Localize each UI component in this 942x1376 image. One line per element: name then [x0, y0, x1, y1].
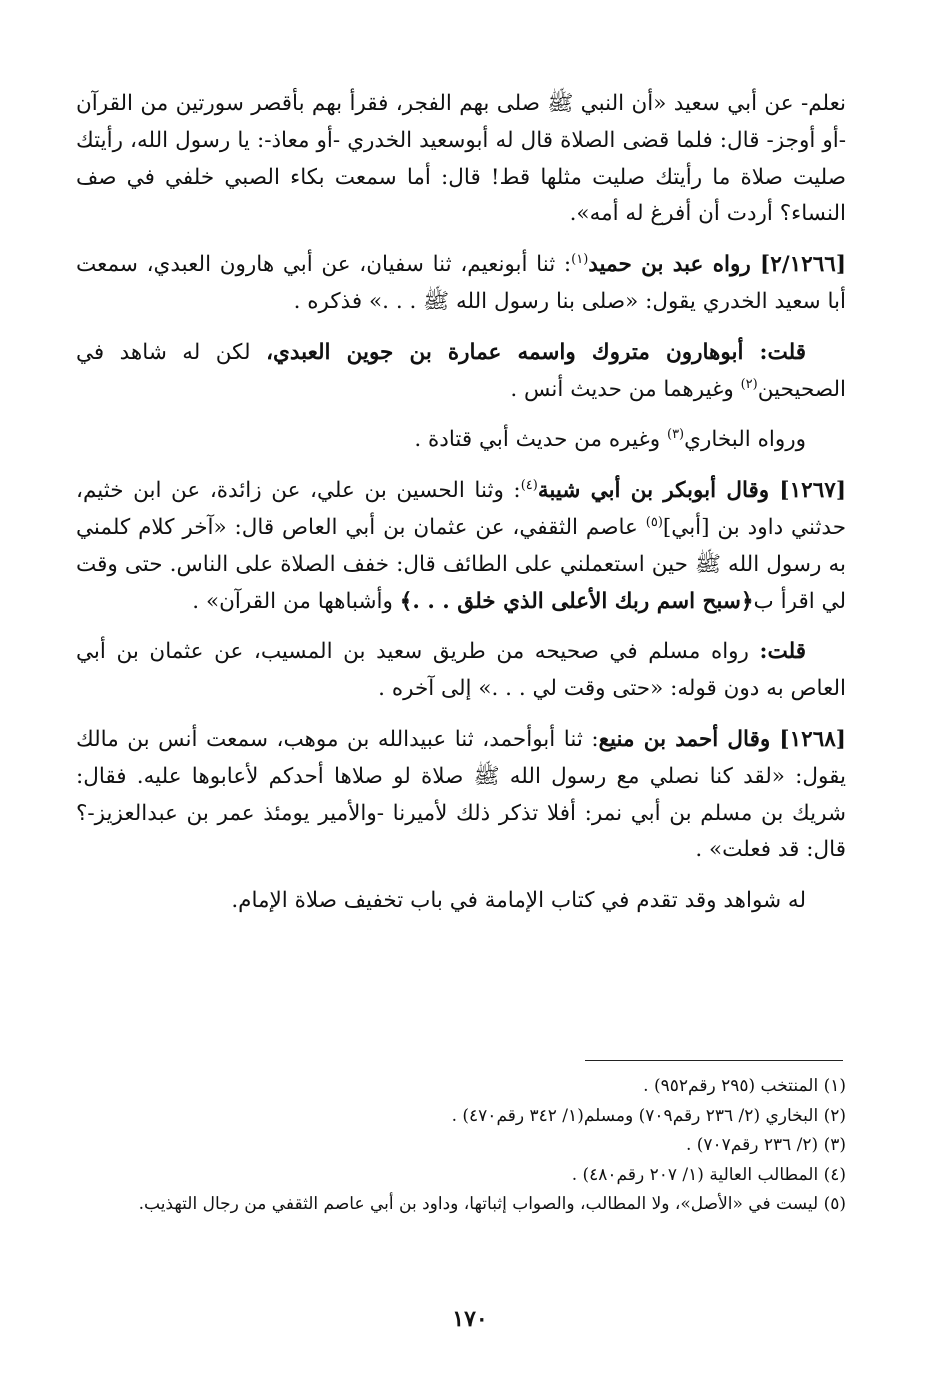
- footnote-4: (٤) المطالب العالية (١/ ٢٠٧ رقم٤٨٠) .: [571, 1164, 846, 1185]
- hadith-1267: [76, 473, 846, 620]
- comment-1-label: قلت: أبوهارون متروك واسمه عمارة بن جوين العبدي،: [266, 339, 807, 365]
- page-number: ١٧٠: [452, 1306, 488, 1332]
- comment-1-text-b: وغيرهما من حديث أنس .: [510, 376, 741, 402]
- footnote-ref-3: (٣): [666, 427, 685, 443]
- comment-2-text-b: وغيره من حديث أبي قتادة .: [414, 427, 667, 453]
- comment-1: [76, 335, 846, 409]
- footnote-3: (٣) (٢/ ٢٣٦ رقم٧٠٧) .: [685, 1135, 846, 1155]
- hadith-1267-text-c: وأشباهها من القرآن» .: [192, 588, 400, 614]
- hadith-1267-text-a: : وثنا الحسين بن علي، عن زائدة، عن ابن خثيم، حدثني داود بن [أبي]: [76, 478, 847, 540]
- paragraph-1: [76, 86, 846, 233]
- closing-text: له شواهد وقد تقدم في كتاب الإمامة في باب تخفيف صلاة الإمام.: [231, 888, 806, 914]
- main-text: [76, 86, 846, 934]
- hadith-1267-label: [١٢٦٧] وقال أبوبكر بن أبي شيبة: [537, 478, 846, 504]
- footnote-ref-1: (١): [571, 252, 589, 268]
- hadith-1266-text: : ثنا أبونعيم، ثنا سفيان، عن أبي هارون العبدي، سمعت أبا سعيد الخدري يقول: «صلى بنا رسول الله ﷺ . . .» فذكره .: [76, 252, 846, 314]
- hadith-1268-label: [١٢٦٨] وقال أحمد بن منيع: [598, 726, 846, 752]
- footnote-5: (٥) ليست في «الأصل»، ولا المطالب، والصواب إثباتها، وداود بن أبي عاصم الثقفي من رجال التهذيب.: [138, 1194, 846, 1214]
- comment-3-text: رواه مسلم في صحيحه من طريق سعيد بن المسيب، عن عثمان بن أبي العاص به دون قوله: «حتى وقت لي . . .» إلى آخره .: [76, 639, 846, 702]
- comment-2: [76, 422, 846, 459]
- footnotes: [76, 1072, 846, 1220]
- paragraph-1-text: نعلم- عن أبي سعيد «أن النبي ﷺ صلى بهم الفجر، فقرأ بهم بأقصر سورتين من القرآن -أو أوجز- قال: فلما قضى الصلاة قال له أبوسعيد الخدري -أو معاذ-: يا رسول الله، رأيتك صليت صلاة ما رأيتك صليت مثلها قط! قال: أما سمعت بكاء الصبي خلفي في صف النساء؟ أردت أن أفرغ له أمه».: [76, 91, 846, 227]
- comment-2-text-a: ورواه البخاري: [684, 427, 806, 453]
- hadith-1266-label: [٢/١٢٦٦] رواه عبد بن حميد: [588, 252, 846, 278]
- comment-3: [76, 634, 846, 708]
- footnote-1: (١) المنتخب (٢٩٥ رقم٩٥٢) .: [643, 1076, 846, 1096]
- comment-1-text-a: لكن له شاهد في الصحيحين: [76, 339, 846, 402]
- footnote-ref-5: (٥): [645, 514, 663, 530]
- footnote-ref-2: (٢): [740, 376, 758, 392]
- footnote-divider: [585, 1060, 843, 1061]
- closing-paragraph: [76, 883, 846, 920]
- footnote-ref-4: (٤): [520, 478, 538, 494]
- hadith-1268-text: : ثنا أبوأحمد، ثنا عبيدالله بن موهب، سمعت أنس بن مالك يقول: «لقد كنا نصلي مع رسول الله ﷺ صلاة لو صلاها أحدكم لأعابوها عليه. فقال: شريك بن مسلم بن أبي نمر: أفلا تذكر ذلك لأميرنا -والأمير يومئذ عمر بن عبدالعزيز-؟ قال: قد فعلت» .: [76, 726, 846, 863]
- quran-verse: ﴿سبح اسم ربك الأعلى الذي خلق . . .﴾: [399, 588, 754, 614]
- hadith-1268: [76, 722, 846, 869]
- hadith-1267-text-b: عاصم الثقفي، عن عثمان بن أبي العاص قال: «آخر كلام كلمني به رسول الله ﷺ حين استعملني على الطائف قال: خفف الصلاة على الناس. حتى وقت لي اقرأ ب: [76, 514, 846, 614]
- hadith-1266: [76, 247, 846, 321]
- footnote-2: (٢) البخاري (٢/ ٢٣٦ رقم٧٠٩) ومسلم(١/ ٣٤٢ رقم٤٧٠) .: [451, 1105, 846, 1126]
- comment-3-label: قلت:: [759, 639, 806, 665]
